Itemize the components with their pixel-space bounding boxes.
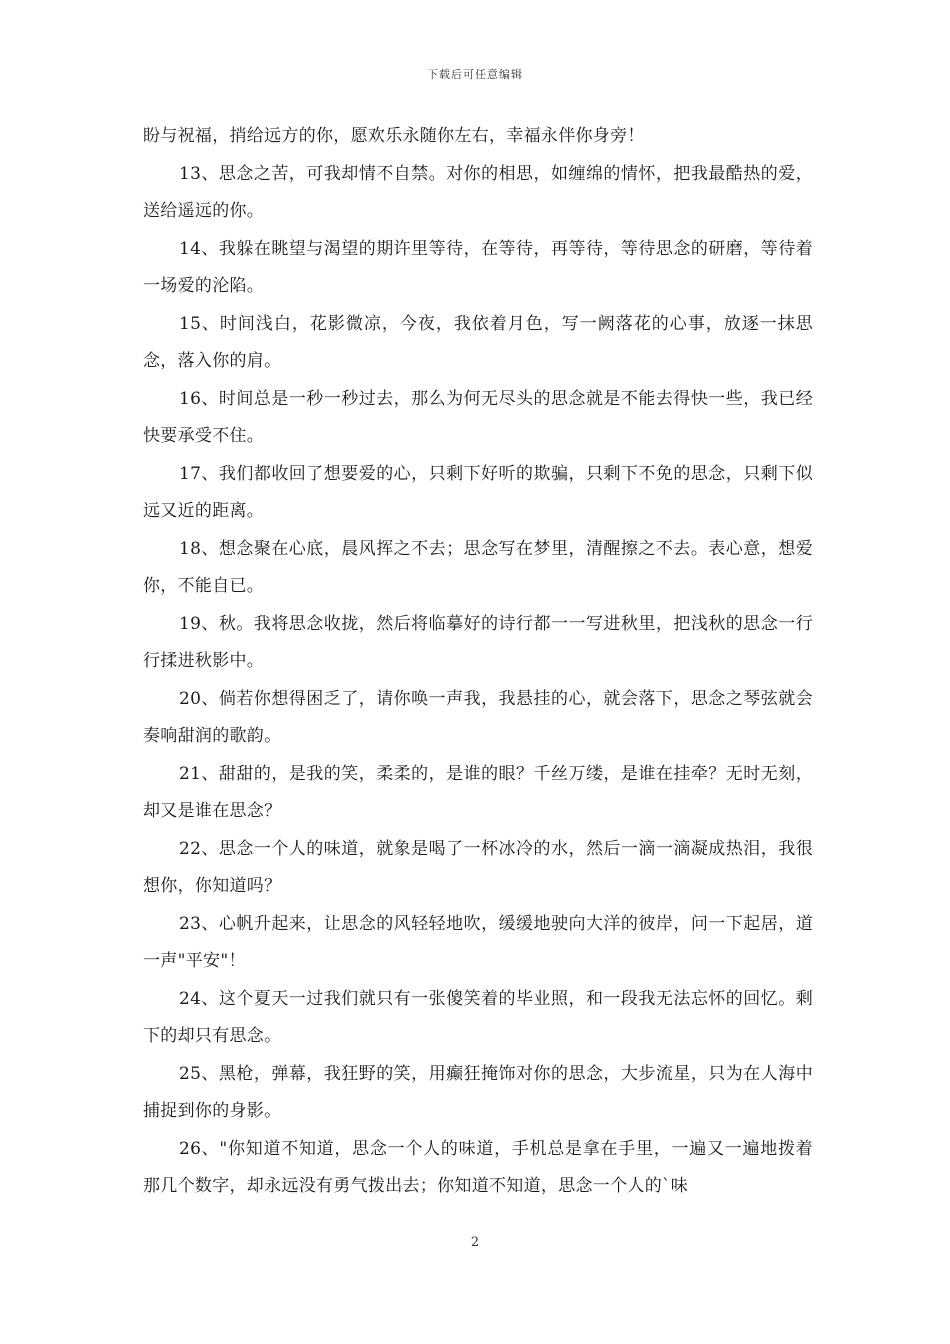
- paragraph: 14、我躲在眺望与渴望的期许里等待，在等待，再等待，等待思念的研磨，等待着一场爱的沦陷。: [143, 238, 813, 296]
- paragraph: 18、想念聚在心底，晨风挥之不去；思念写在梦里，清醒擦之不去。表心意，想爱你，不能自已。: [143, 538, 813, 596]
- page-number: 2: [470, 1235, 480, 1250]
- paragraph: 21、甜甜的，是我的笑，柔柔的，是谁的眼？千丝万缕，是谁在挂牵？无时无刻，却又是谁在思念？: [143, 763, 813, 821]
- paragraph: 16、时间总是一秒一秒过去，那么为何无尽头的思念就是不能去得快一些，我已经快要承受不住。: [143, 388, 813, 446]
- page-header: 下载后可任意编辑: [427, 68, 523, 81]
- paragraph: 15、时间浅白，花影微凉，今夜，我依着月色，写一阙落花的心事，放逐一抹思念，落入你的肩。: [143, 313, 813, 371]
- document-body: [143, 118, 813, 1206]
- paragraph: 17、我们都收回了想要爱的心，只剩下好听的欺骗，只剩下不免的思念，只剩下似远又近的距离。: [143, 463, 813, 521]
- paragraph: 13、思念之苦，可我却情不自禁。对你的相思，如缠绵的情怀，把我最酷热的爱，送给遥远的你。: [143, 163, 813, 221]
- paragraph: 26、"你知道不知道，思念一个人的味道，手机总是拿在手里，一遍又一遍地拨着那几个数字，却永远没有勇气拨出去；你知道不知道，思念一个人的`味: [143, 1138, 813, 1196]
- paragraph: 23、心帆升起来，让思念的风轻轻地吹，缓缓地驶向大洋的彼岸，问一下起居，道一声"平安"！: [143, 913, 813, 971]
- paragraph: 24、这个夏天一过我们就只有一张傻笑着的毕业照，和一段我无法忘怀的回忆。剩下的却只有思念。: [143, 988, 813, 1046]
- paragraph: 盼与祝福，捎给远方的你，愿欢乐永随你左右，幸福永伴你身旁！: [143, 126, 645, 146]
- paragraph: 25、黑枪，弹幕，我狂野的笑，用癫狂掩饰对你的思念，大步流星，只为在人海中捕捉到你的身影。: [143, 1063, 813, 1121]
- paragraph: 19、秋。我将思念收拢，然后将临摹好的诗行都一一写进秋里，把浅秋的思念一行行揉进秋影中。: [143, 613, 813, 671]
- paragraph: 22、思念一个人的味道，就象是喝了一杯冰冷的水，然后一滴一滴凝成热泪，我很想你，你知道吗？: [143, 838, 813, 896]
- paragraph: 20、倘若你想得困乏了，请你唤一声我，我悬挂的心，就会落下，思念之琴弦就会奏响甜润的歌韵。: [143, 688, 813, 746]
